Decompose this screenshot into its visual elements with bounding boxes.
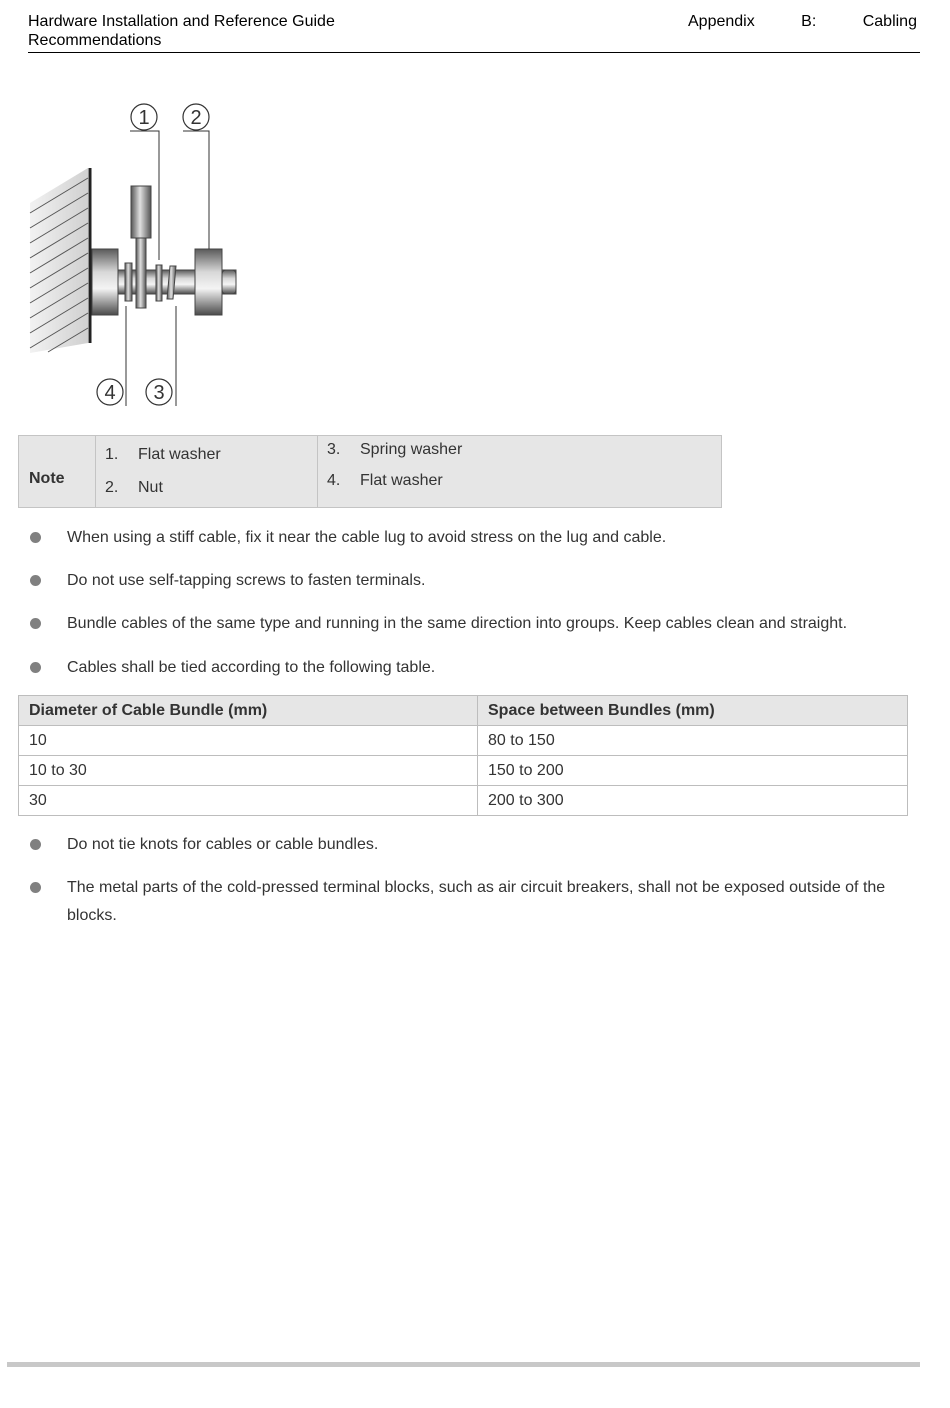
cable-lug-tongue: [136, 238, 146, 308]
note-item-text: Nut: [138, 479, 163, 496]
table-row: [19, 786, 908, 816]
column-header: Space between Bundles (mm): [478, 696, 908, 726]
note-item-number: 1.: [105, 446, 119, 463]
table-cell: 150 to 200: [478, 756, 908, 786]
table-row: [19, 756, 908, 786]
note-item-text: Spring washer: [360, 441, 463, 458]
bullet-dot-icon: [30, 618, 41, 629]
svg-text:1: 1: [138, 107, 150, 129]
svg-text:2: 2: [190, 107, 202, 129]
bullet-text: Do not tie knots for cables or cable bundles.: [67, 836, 379, 853]
note-item-number: 3.: [327, 441, 341, 458]
page-header: [28, 12, 920, 53]
wall-hatching: [30, 168, 90, 353]
footer-rule: [7, 1362, 920, 1367]
note-table: [18, 435, 722, 508]
callout-2: [183, 104, 209, 130]
bullet-dot-icon: [30, 532, 41, 543]
callout-1: [131, 104, 157, 130]
section-word: Appendix: [688, 13, 755, 30]
bullet-text: Bundle cables of the same type and running in the same direction into groups. Keep cables clean and straight.: [67, 615, 848, 632]
bullet-dot-icon: [30, 839, 41, 850]
note-label: Note: [29, 470, 65, 487]
column-header: Diameter of Cable Bundle (mm): [19, 696, 478, 726]
bullet-dot-icon: [30, 882, 41, 893]
flat-washer-left: [125, 263, 132, 301]
svg-text:3: 3: [153, 382, 165, 404]
callout-4: [97, 379, 123, 405]
section-title-continued: Recommendations: [28, 32, 162, 49]
table-row: [19, 726, 908, 756]
note-item-text: Flat washer: [360, 472, 443, 489]
assembly-diagram: [26, 98, 246, 413]
svg-text:4: 4: [104, 382, 116, 404]
note-column-divider: [317, 436, 318, 507]
bullet-text: Do not use self-tapping screws to fasten terminals.: [67, 572, 426, 589]
bolt-tip: [222, 270, 236, 294]
note-label-cell: [19, 436, 96, 507]
bullet-text: When using a stiff cable, fix it near the cable lug to avoid stress on the lug and cable.: [67, 529, 667, 546]
table-cell: 200 to 300: [478, 786, 908, 816]
section-word: B:: [801, 13, 817, 30]
bolt-head: [92, 249, 118, 315]
bullet-text: The metal parts of the cold-pressed terminal blocks, such as air circuit breakers, shall not be exposed outside of the blocks.: [67, 879, 886, 924]
bullet-dot-icon: [30, 575, 41, 586]
note-item-number: 4.: [327, 472, 341, 489]
table-header-row: [19, 696, 908, 726]
note-item-number: 2.: [105, 479, 119, 496]
section-title: [688, 13, 917, 31]
cable-lug: [131, 186, 151, 238]
callout-3: [146, 379, 172, 405]
nut: [195, 249, 222, 315]
section-word: Cabling: [862, 13, 917, 30]
cable-tie-table: [18, 695, 908, 816]
cable-lug-assembly-figure: [26, 98, 246, 413]
bullet-dot-icon: [30, 662, 41, 673]
table-cell: 10 to 30: [19, 756, 478, 786]
table-cell: 80 to 150: [478, 726, 908, 756]
note-item-text: Flat washer: [138, 446, 221, 463]
table-cell: 30: [19, 786, 478, 816]
table-cell: 10: [19, 726, 478, 756]
document-title: Hardware Installation and Reference Guide: [28, 13, 335, 30]
bullet-text: Cables shall be tied according to the following table.: [67, 659, 436, 676]
flat-washer-right: [156, 265, 162, 301]
